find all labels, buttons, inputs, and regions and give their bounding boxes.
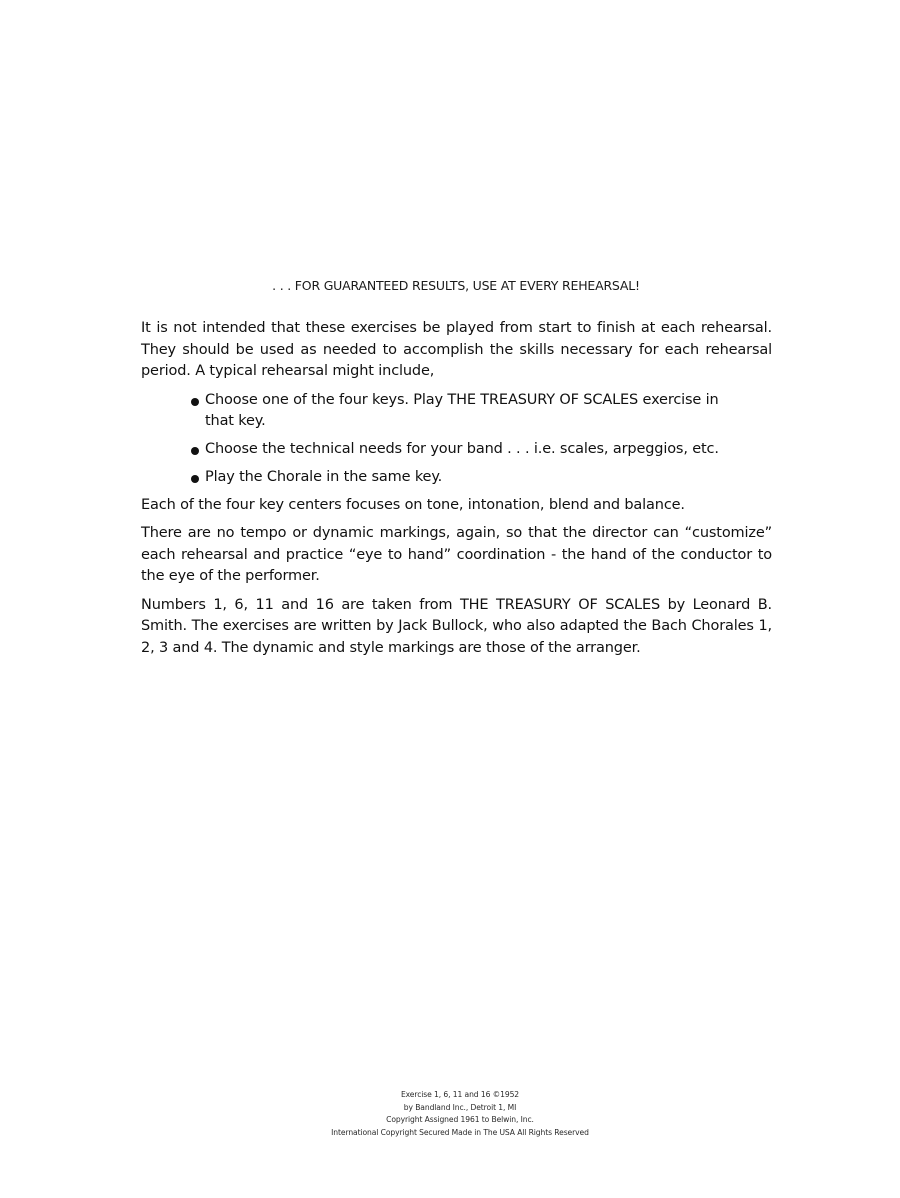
bullet-icon bbox=[191, 398, 199, 406]
copyright-line: by Bandland Inc., Detroit 1, MI bbox=[403, 1102, 517, 1112]
list-item-text: Choose the technical needs for your band . . . i.e. scales, arpeggios, etc. bbox=[205, 440, 719, 457]
copyright-notice bbox=[280, 1089, 640, 1139]
list-item bbox=[189, 467, 772, 488]
rehearsal-list bbox=[141, 390, 772, 488]
page-heading: . . . FOR GUARANTEED RESULTS, USE AT EVERY REHEARSAL! bbox=[272, 278, 640, 293]
copyright-line: Copyright Assigned 1961 to Belwin, Inc. bbox=[386, 1115, 534, 1124]
body-text bbox=[141, 318, 772, 666]
copyright-line: Exercise 1, 6, 11 and 16 ©1952 bbox=[400, 1090, 520, 1099]
bullet-icon bbox=[191, 475, 199, 483]
tempo-paragraph: There are no tempo or dynamic markings, again, so that the director can “customize” each rehearsal and practice “eye to hand” coordination - the hand of the conductor to the eye of the performer. bbox=[141, 525, 772, 584]
intro-paragraph: It is not intended that these exercises be played from start to finish at each rehearsal. They should be used as needed to accomplish the skills necessary for each rehearsal period. A typical rehearsal might include, bbox=[141, 320, 772, 379]
sources-paragraph: Numbers 1, 6, 11 and 16 are taken from THE TREASURY OF SCALES by Leonard B. Smith. The exercises are written by Jack Bullock, who also adapted the Bach Chorales 1, 2, 3 and 4. The dynamic and style markings are those of the arranger. bbox=[141, 596, 772, 656]
key-centers-paragraph: Each of the four key centers focuses on tone, intonation, blend and balance. bbox=[141, 496, 685, 513]
copyright-line: International Copyright Secured Made in The USA All Rights Reserved bbox=[331, 1127, 589, 1137]
list-item-text: Choose one of the four keys. Play THE TREASURY OF SCALES exercise in that key. bbox=[205, 391, 719, 429]
bullet-icon bbox=[191, 447, 199, 455]
list-item-text: Play the Chorale in the same key. bbox=[205, 468, 443, 485]
list-item bbox=[189, 390, 772, 432]
list-item bbox=[189, 439, 772, 460]
